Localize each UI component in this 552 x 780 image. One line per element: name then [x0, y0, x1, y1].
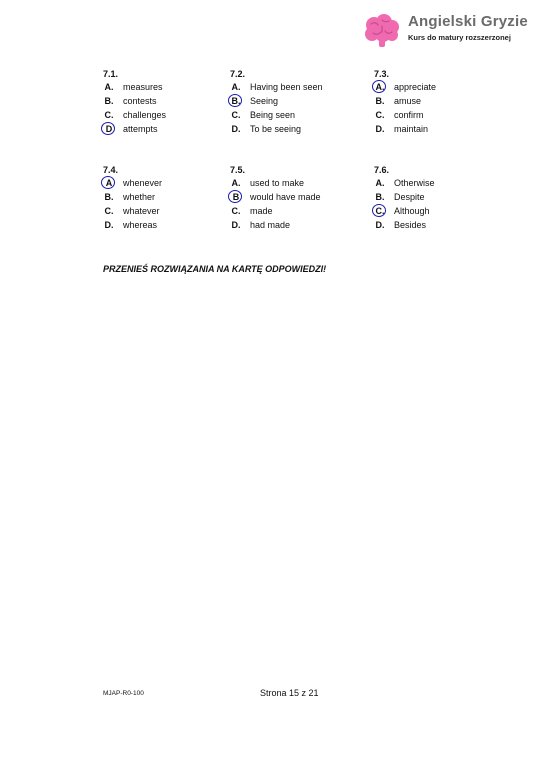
- option-letter: A.: [231, 82, 241, 92]
- option-letter: C.: [104, 110, 114, 120]
- option-text: had made: [250, 220, 291, 230]
- option-letter: B.: [104, 96, 114, 106]
- option-letter: B.: [375, 96, 385, 106]
- question-number: 7.6.: [374, 165, 390, 175]
- option-text: whatever: [123, 206, 160, 216]
- option-b: [374, 190, 524, 204]
- option-letter: C.: [104, 206, 114, 216]
- brand-subtitle: Kurs do matury rozszerzonej: [408, 33, 511, 42]
- transfer-instruction: PRZENIEŚ ROZWIĄZANIA NA KARTĘ ODPOWIEDZI!: [103, 264, 327, 274]
- option-letter: B.: [104, 192, 114, 202]
- option-c: [230, 204, 380, 218]
- option-c: [374, 204, 524, 218]
- circled-answer-letter: A: [103, 176, 115, 190]
- footer-exam-code: MJAP-R0-100: [103, 690, 144, 697]
- option-text: Besides: [394, 220, 427, 230]
- option-text: maintain: [394, 124, 429, 134]
- question-number: 7.3.: [374, 69, 390, 79]
- option-letter: B.: [375, 192, 385, 202]
- option-b: [230, 190, 380, 204]
- option-text: contests: [123, 96, 157, 106]
- option-c: [374, 108, 524, 122]
- option-text: used to make: [250, 178, 305, 188]
- footer-page-number: Strona 15 z 21: [260, 688, 319, 698]
- question-number: 7.1.: [103, 69, 119, 79]
- question-7-3: [374, 68, 524, 136]
- option-a: [230, 80, 380, 94]
- option-text: Being seen: [250, 110, 296, 120]
- option-text: challenges: [123, 110, 167, 120]
- option-letter: C.: [375, 110, 385, 120]
- question-number: 7.2.: [230, 69, 246, 79]
- question-7-5: [230, 164, 380, 232]
- option-letter: D.: [231, 124, 241, 134]
- question-7-2: [230, 68, 380, 136]
- option-a: [230, 176, 380, 190]
- option-text: To be seeing: [250, 124, 302, 134]
- option-text: attempts: [123, 124, 158, 134]
- option-text: Although: [394, 206, 430, 216]
- option-letter: A.: [231, 178, 241, 188]
- question-7-6: [374, 164, 524, 232]
- circled-answer-letter: A.: [375, 82, 385, 92]
- option-d: [374, 122, 524, 136]
- option-a: [374, 80, 524, 94]
- option-text: measures: [123, 82, 163, 92]
- option-b: [374, 94, 524, 108]
- option-letter: D.: [104, 220, 114, 230]
- circled-answer-letter: B: [230, 190, 242, 204]
- circled-answer-letter: D: [103, 122, 115, 136]
- option-c: [230, 108, 380, 122]
- question-number: 7.4.: [103, 165, 119, 175]
- circled-answer-letter: C.: [375, 206, 385, 216]
- option-text: Otherwise: [394, 178, 435, 188]
- option-letter: C.: [231, 206, 241, 216]
- option-text: whenever: [123, 178, 163, 188]
- option-b: [230, 94, 380, 108]
- option-text: Despite: [394, 192, 425, 202]
- option-text: would have made: [250, 192, 321, 202]
- brain-logo-icon: [362, 14, 402, 48]
- option-letter: D.: [375, 124, 385, 134]
- option-text: made: [250, 206, 273, 216]
- option-d: [230, 218, 380, 232]
- option-text: amuse: [394, 96, 422, 106]
- brand-title: Angielski Gryzie: [408, 13, 528, 30]
- option-d: [230, 122, 380, 136]
- option-text: Having been seen: [250, 82, 323, 92]
- option-text: Seeing: [250, 96, 279, 106]
- option-d: [374, 218, 524, 232]
- option-a: [374, 176, 524, 190]
- brand-header: [360, 12, 545, 52]
- option-letter: A.: [375, 178, 385, 188]
- question-number: 7.5.: [230, 165, 246, 175]
- option-letter: D.: [231, 220, 241, 230]
- option-text: confirm: [394, 110, 424, 120]
- option-letter: A.: [104, 82, 114, 92]
- option-letter: D.: [375, 220, 385, 230]
- circled-answer-letter: B.: [231, 96, 241, 106]
- option-letter: C.: [231, 110, 241, 120]
- option-text: appreciate: [394, 82, 437, 92]
- option-text: whether: [123, 192, 156, 202]
- option-text: whereas: [123, 220, 158, 230]
